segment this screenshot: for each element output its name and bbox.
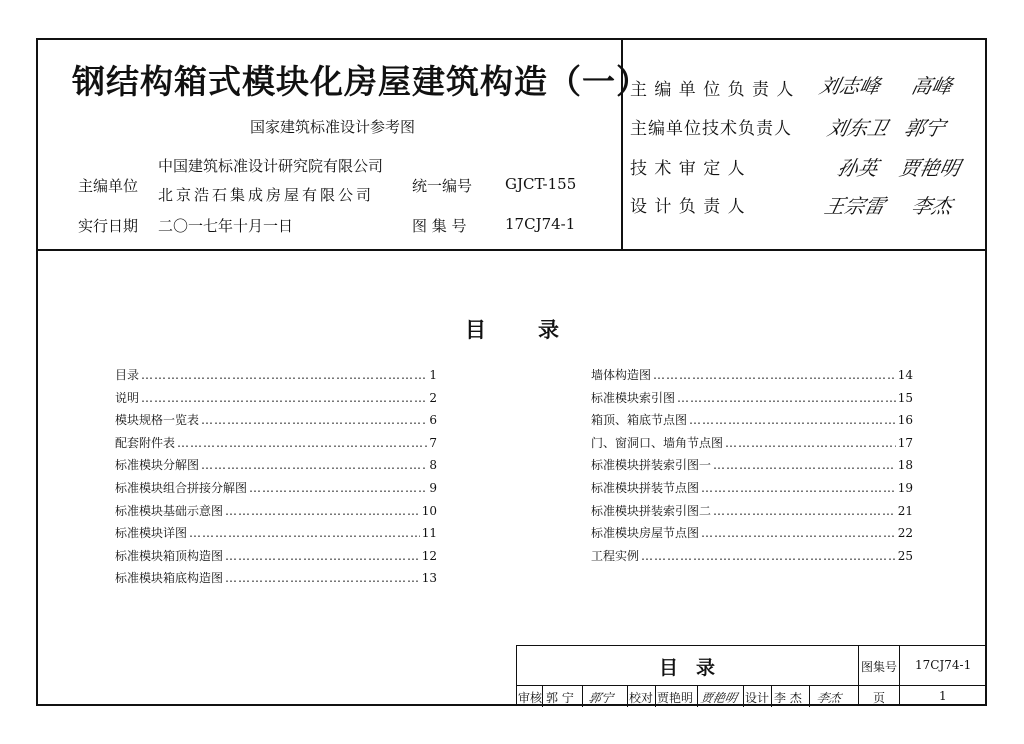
- title-block-divider: [809, 685, 810, 707]
- leader-dots: [725, 436, 896, 450]
- signature: 刘志峰: [817, 74, 883, 98]
- leader-dots: [689, 413, 896, 427]
- toc-entry[interactable]: [591, 434, 913, 457]
- leader-dots: [701, 526, 896, 540]
- toc-entry-title: 墙体构造图: [591, 368, 652, 382]
- leader-dots: [141, 368, 427, 382]
- review-name: 郭 宁: [546, 691, 574, 705]
- toc-entry-page: 14: [897, 368, 913, 382]
- toc-entry-title: 目录: [115, 368, 140, 382]
- leader-dots: [201, 458, 427, 472]
- toc-entry[interactable]: [115, 547, 437, 570]
- leader-dots: [713, 504, 896, 518]
- toc-entry[interactable]: [115, 389, 437, 412]
- signature: 贾艳明: [699, 691, 739, 705]
- leader-dots: [141, 391, 427, 405]
- toc-entry-page: 18: [897, 458, 913, 473]
- title-block-divider: [858, 646, 859, 706]
- title-block-divider: [771, 685, 772, 707]
- leader-dots: [677, 391, 896, 405]
- signature: 刘东卫: [825, 116, 891, 140]
- toc-entry-page: 1: [429, 368, 437, 382]
- toc-entry-title: 说明: [115, 390, 140, 405]
- title-block-divider: [899, 646, 900, 706]
- design-label: 设计: [745, 691, 770, 705]
- toc-entry-page: 2: [429, 390, 437, 405]
- toc-entry-page: 12: [421, 548, 437, 563]
- toc-entry-title: 标准模块箱底构造图: [115, 571, 224, 586]
- leader-dots: [713, 458, 896, 472]
- toc-entry-title: 门、窗洞口、墙角节点图: [591, 435, 724, 450]
- toc-entry-page: 13: [421, 571, 437, 586]
- leader-dots: [225, 504, 420, 518]
- document-subtitle: 国家建筑标准设计参考图: [250, 118, 416, 136]
- toc-title: 目录: [465, 317, 611, 342]
- leader-dots: [701, 481, 896, 495]
- page-label: 页: [873, 691, 886, 705]
- signature: 贾艳明: [897, 156, 963, 180]
- leader-dots: [653, 368, 896, 382]
- toc-entry-page: 10: [421, 503, 437, 518]
- check-label: 校对: [629, 691, 654, 705]
- leader-dots: [641, 549, 896, 563]
- toc-entry[interactable]: [115, 479, 437, 502]
- toc-entry-page: 15: [897, 390, 913, 405]
- toc-entry-page: 19: [897, 480, 913, 495]
- toc-right-column: [591, 366, 913, 569]
- title-block-divider: [627, 685, 628, 707]
- editor-unit-label: 主编单位: [78, 177, 139, 195]
- toc-entry[interactable]: [591, 502, 913, 525]
- design-name: 李 杰: [774, 691, 802, 705]
- code-label: 统一编号: [412, 177, 473, 195]
- title-block-divider: [697, 685, 698, 707]
- toc-entry[interactable]: [115, 366, 437, 389]
- document-title: 钢结构箱式模块化房屋建筑构造（一）: [72, 62, 650, 101]
- role-chief-unit: 主 编 单 位 负 责 人: [630, 80, 795, 100]
- toc-entry-title: 标准模块基础示意图: [115, 503, 224, 518]
- signature: 孙英: [835, 156, 881, 180]
- toc-entry[interactable]: [115, 434, 437, 457]
- leader-dots: [225, 571, 420, 585]
- toc-entry[interactable]: [591, 456, 913, 479]
- code-value: GJCT-155: [505, 175, 577, 193]
- toc-left-column: [115, 366, 437, 592]
- date-label: 实行日期: [78, 217, 139, 235]
- toc-entry-title: 箱顶、箱底节点图: [591, 413, 688, 428]
- toc-entry-page: 11: [421, 526, 437, 541]
- signature: 李杰: [909, 194, 955, 218]
- toc-entry-page: 22: [897, 526, 913, 541]
- role-reviewer: 技 术 审 定 人: [630, 159, 746, 179]
- toc-entry[interactable]: [591, 479, 913, 502]
- toc-entry[interactable]: [115, 456, 437, 479]
- toc-entry-title: 模块规格一览表: [115, 413, 200, 428]
- toc-entry[interactable]: [115, 569, 437, 592]
- toc-entry-title: 标准模块房屋节点图: [591, 526, 700, 541]
- toc-entry[interactable]: [591, 389, 913, 412]
- toc-entry-page: 17: [897, 435, 913, 450]
- toc-entry-page: 21: [897, 503, 913, 518]
- toc-entry-title: 工程实例: [591, 548, 640, 563]
- toc-entry[interactable]: [115, 524, 437, 547]
- toc-entry-title: 标准模块组合拼接分解图: [115, 480, 248, 495]
- signature: 郭宁: [587, 691, 615, 705]
- check-name: 贾艳明: [657, 691, 694, 705]
- leader-dots: [189, 526, 420, 540]
- toc-entry-title: 标准模块拼装索引图一: [591, 458, 712, 473]
- leader-dots: [225, 549, 420, 563]
- date-value: 二〇一七年十月一日: [158, 217, 294, 235]
- editor-unit-2: 北京浩石集成房屋有限公司: [158, 186, 375, 204]
- title-block: [516, 645, 987, 706]
- toc-entry-title: 标准模块详图: [115, 526, 188, 541]
- toc-entry-page: 16: [897, 413, 913, 428]
- sheet-title: 目录: [659, 657, 734, 679]
- signature: 王宗雷: [822, 194, 888, 218]
- role-tech-chief: 主编单位技术负责人: [630, 119, 792, 139]
- toc-entry-title: 标准模块分解图: [115, 458, 200, 473]
- signature: 郭宁: [902, 116, 948, 140]
- editor-unit-1: 中国建筑标准设计研究院有限公司: [158, 157, 384, 175]
- toc-entry[interactable]: [591, 411, 913, 434]
- toc-entry-page: 9: [429, 480, 437, 495]
- atlas-label: 图 集 号: [412, 217, 467, 235]
- toc-entry-page: 25: [897, 548, 913, 563]
- toc-entry-title: 配套附件表: [115, 435, 176, 450]
- review-label: 审核: [518, 691, 543, 705]
- title-block-divider: [517, 685, 987, 686]
- toc-entry-title: 标准模块拼装索引图二: [591, 503, 712, 518]
- page-value: 1: [939, 689, 947, 703]
- leader-dots: [177, 436, 427, 450]
- toc-entry[interactable]: [115, 411, 437, 434]
- leader-dots: [201, 413, 427, 427]
- leader-dots: [249, 481, 427, 495]
- title-block-divider: [542, 685, 543, 707]
- toc-entry-page: 8: [429, 458, 437, 473]
- title-block-divider: [582, 685, 583, 707]
- toc-entry-title: 标准模块索引图: [591, 390, 676, 405]
- toc-entry-page: 6: [429, 413, 437, 428]
- role-design-lead: 设 计 负 责 人: [630, 197, 746, 217]
- toc-entry[interactable]: [591, 547, 913, 570]
- header-divider: [36, 249, 987, 251]
- signature: 李杰: [815, 691, 843, 705]
- toc-entry-title: 标准模块箱顶构造图: [115, 548, 224, 563]
- title-block-divider: [655, 685, 656, 707]
- toc-entry-page: 7: [429, 435, 437, 450]
- toc-entry[interactable]: [591, 366, 913, 389]
- title-block-divider: [743, 685, 744, 707]
- signature: 高峰: [909, 74, 955, 98]
- toc-entry-title: 标准模块拼装节点图: [591, 480, 700, 495]
- title-block-atlas-label: 图集号: [861, 660, 898, 674]
- atlas-value: 17CJ74-1: [505, 215, 576, 233]
- title-block-atlas-value: 17CJ74-1: [915, 658, 972, 672]
- toc-entry[interactable]: [591, 524, 913, 547]
- toc-entry[interactable]: [115, 502, 437, 525]
